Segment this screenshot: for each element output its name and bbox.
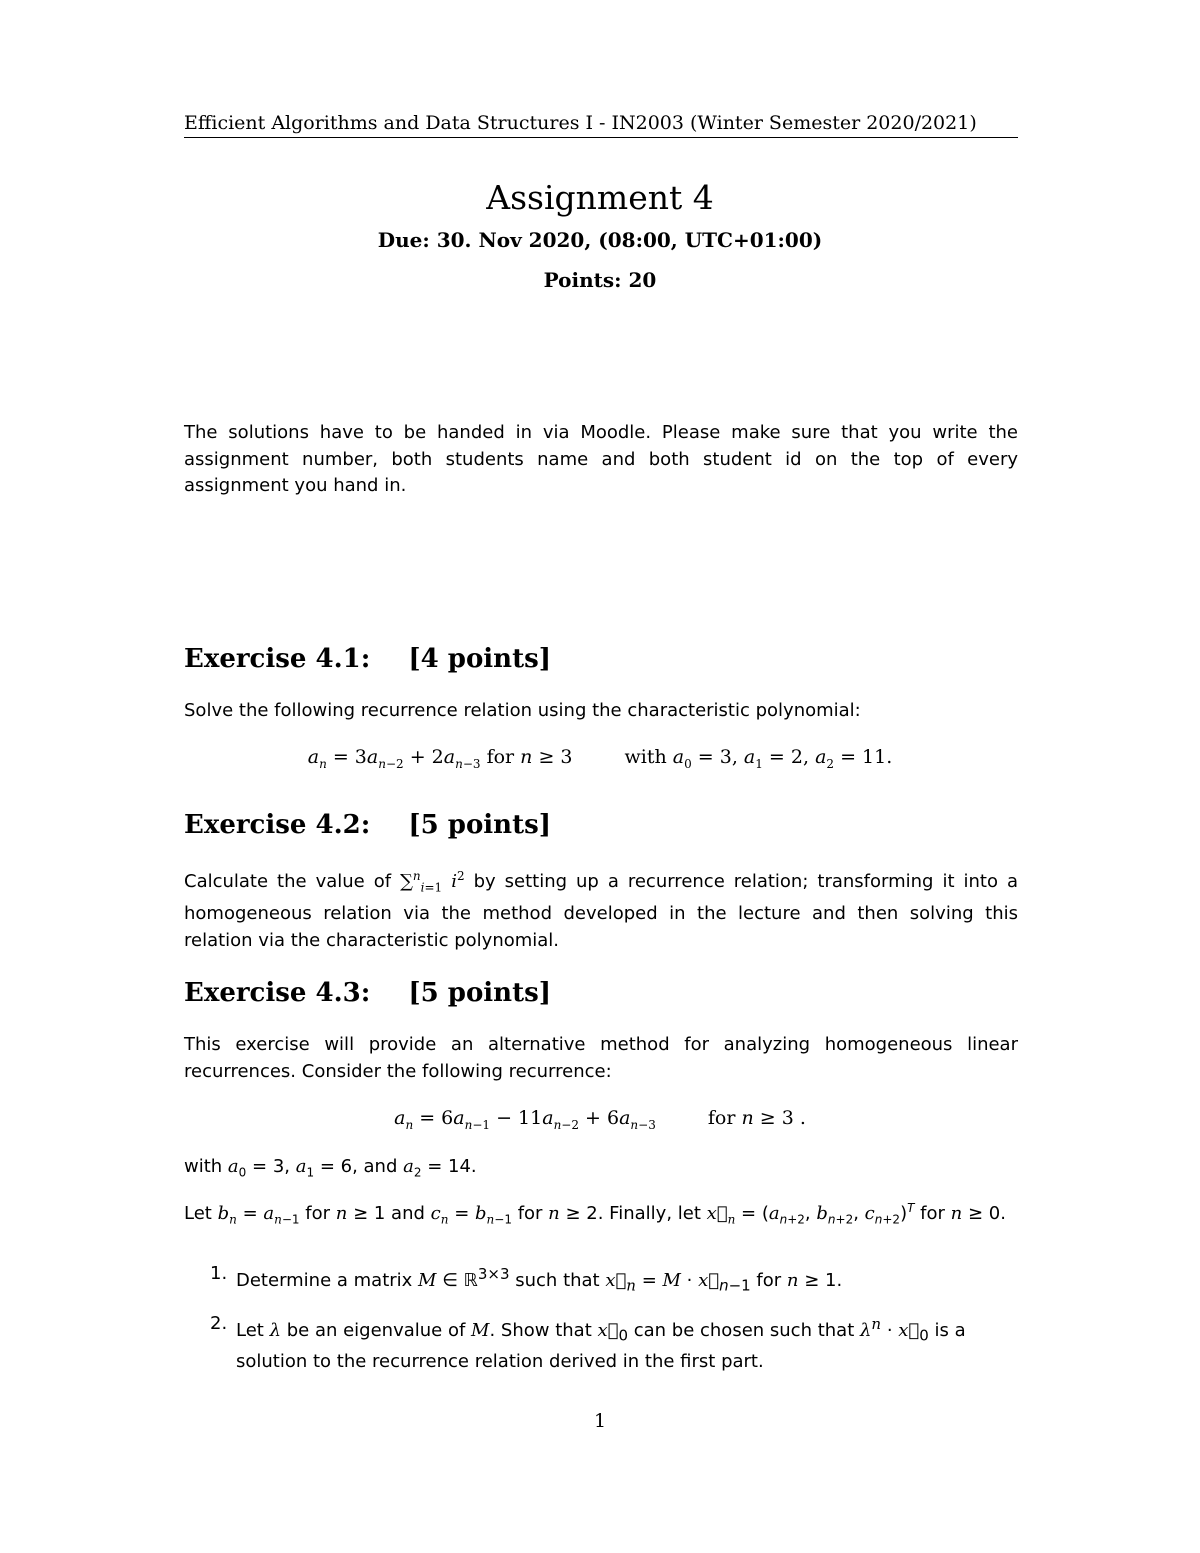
running-header: Efficient Algorithms and Data Structures I - IN2003 (Winter Semester 2020/2021) (184, 112, 977, 134)
exercise-4-1-points: [4 points] (408, 644, 552, 674)
page-number: 1 (593, 1410, 607, 1432)
exercise-4-3-equation: $a_n = 6a_{n-1} - 11a_{n-2} + 6a_{n-3}$ for n ≥ 3 . (394, 1107, 806, 1132)
exercise-4-3-points: [5 points] (408, 978, 552, 1008)
exercise-4-2-title: Exercise 4.2: (184, 810, 371, 840)
exercise-4-2-text-start: Calculate the value of (184, 871, 392, 892)
list-item: 1. Determine a matrix M ∈ ℝ$^{3\times 3}$ such that $x⃗_n = M$ · $x⃗_{n-1}$ for n ≥ 1. (210, 1263, 843, 1295)
list-item-number: 1. (210, 1263, 228, 1284)
header-rule (184, 137, 1018, 138)
exercise-4-2-points: [5 points] (408, 810, 552, 840)
exercise-4-3-text: This exercise will provide an alternative method for analyzing homogeneous linear recurrences. Consider the following recurrence: (184, 1034, 1018, 1082)
due-date: Due: 30. Nov 2020, (08:00, UTC+01:00) (377, 228, 823, 252)
exercise-4-3-task-list (200, 1261, 1018, 1388)
exercise-4-2-text (184, 863, 1018, 954)
exercise-4-2-heading (184, 810, 551, 840)
exercise-4-2-text-end: by setting up a recurrence relation; transforming it into a homogeneous relation via the method developed in the lecture and then solving this relation via the characteristic polynomial. (184, 871, 1018, 951)
list-item: 2. Let λ be an eigenvalue of M. Show that $x⃗_0$ can be chosen such that $\lambda^n$ · $x⃗_0$ is a solution to the recurrence relation derived in the first part. (210, 1313, 966, 1373)
exercise-4-3-heading (184, 978, 551, 1008)
exercise-4-1-title: Exercise 4.1: (184, 644, 371, 674)
exercise-4-1-equation: $a_n = 3a_{n-2} + 2a_{n-3}$ for n ≥ 3 with $a_0 = 3$, $a_1 = 2$, $a_2 = 11$. (307, 746, 893, 771)
assignment-title: Assignment 4 (486, 178, 714, 217)
exercise-4-3-title: Exercise 4.3: (184, 978, 371, 1008)
exercise-4-1-text: Solve the following recurrence relation using the characteristic polynomial: (184, 700, 861, 721)
sum-expression: ∑$^n_{i=1}$ $i^2$ (400, 869, 465, 895)
total-points: Points: 20 (543, 268, 657, 292)
exercise-4-3-initial-values: with $a_0 = 3$, $a_1 = 6$, and $a_2 = 14$. (184, 1156, 477, 1180)
exercise-4-1-heading (184, 644, 551, 674)
exercise-4-3-definitions: Let $b_n = a_{n-1}$ for n ≥ 1 and $c_n = b_{n-1}$ for n ≥ 2. Finally, let $x⃗_n = (a_{n+2}$, $b_{n+2}$, $c_{n+2})^T$ for n ≥ 0. (184, 1201, 1006, 1227)
list-item-number: 2. (210, 1313, 228, 1335)
submission-instructions: The solutions have to be handed in via Moodle. Please make sure that you write the assignment number, both students name and both student id on the top of every assignment you hand in. (184, 422, 1018, 496)
